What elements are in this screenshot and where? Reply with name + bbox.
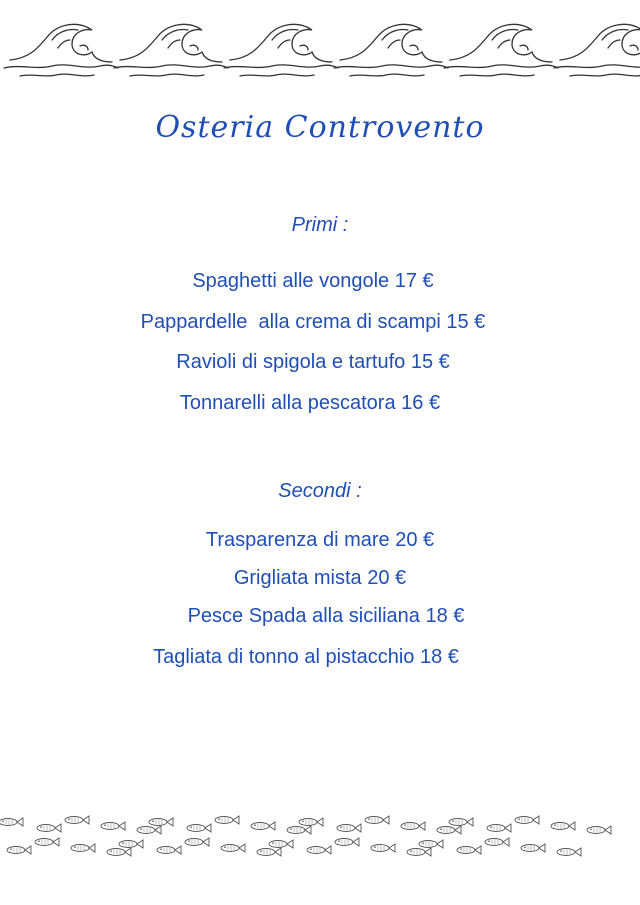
menu-item: Trasparenza di mare 20 € xyxy=(205,529,435,551)
menu-item: Pappardelle alla crema di scampi 15 € xyxy=(140,311,486,333)
fish-pattern-icon xyxy=(0,812,640,872)
menu-item: Tonnarelli alla pescatora 16 € xyxy=(179,392,441,414)
menu-item: Ravioli di spigola e tartufo 15 € xyxy=(176,351,450,373)
section-heading-secondi: Secondi : xyxy=(278,480,362,502)
menu-item: Tagliata di tonno al pistacchio 18 € xyxy=(153,646,459,668)
section-heading-primi: Primi : xyxy=(291,214,349,236)
menu-item: Spaghetti alle vongole 17 € xyxy=(192,270,434,292)
menu-item: Pesce Spada alla siciliana 18 € xyxy=(187,605,465,627)
menu-item: Grigliata mista 20 € xyxy=(233,567,407,589)
restaurant-title: Osteria Controvento xyxy=(155,110,485,145)
wave-pattern-icon xyxy=(0,18,640,80)
